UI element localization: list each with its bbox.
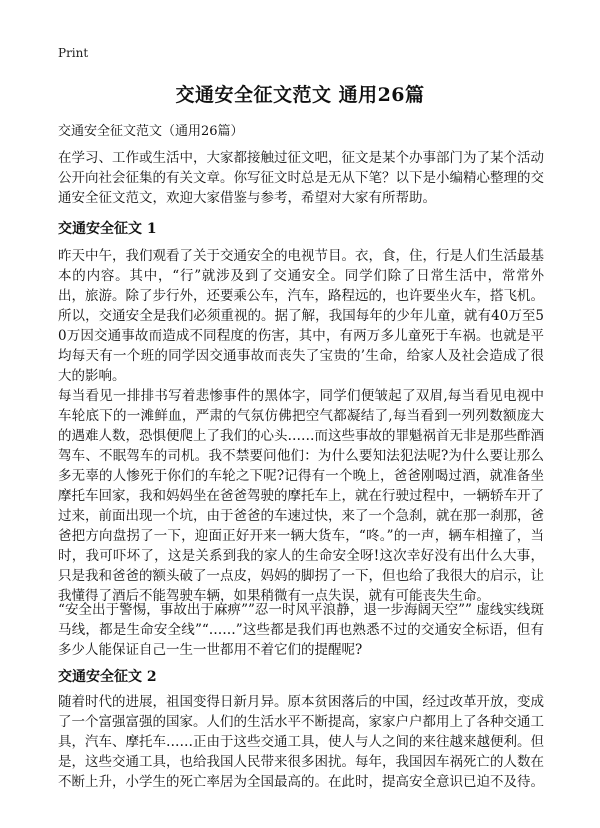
intro-paragraph: 在学习、工作或生活中，大家都接触过征文吧，征文是某个办事部门为了某个活动公开向社会征集的有关文章。你写征文时总是无从下笔？以下是小编精心整理的交通安全征文范文，欢迎大家借鉴与参考，希望对大家有所帮助。 <box>58 150 544 206</box>
document-subtitle: 交通安全征文范文（通用26篇） <box>58 124 244 139</box>
section-1-paragraph-1: 昨天中午，我们观看了关于交通安全的电视节目。衣，食，住，行是人们生活最基本的内容。其中，“行”就涉及到了交通安全。同学们除了日常生活中，常常外出，旅游。除了步行外，还要乘公车，汽车，路程远的，也许要坐火车，搭飞机。所以，交通安全是我们必须重视的。据了解，我国每年的少年儿童，就有40万至50万因交通事故而造成不同程度的伤害，其中，有两万多儿童死于车祸。也就是平均每天有一个班的同学因交通事故而丧失了宝贵的’生命，给家人及社会造成了很大的影响。 <box>58 248 544 384</box>
document-title: 交通安全征文范文 通用26篇 <box>175 84 425 106</box>
print-label[interactable]: Print <box>58 46 89 60</box>
section-1-paragraph-3: “安全出于警惕，事故出于麻痹””忍一时风平浪静，退一步海阔天空”” 虚线实线斑马线，都是生命安全线”“……”这些都是我们再也熟悉不过的交通安全标语，但有多少人能保证自己一生一世都用不着它们的提醒呢? <box>58 602 544 658</box>
section-2-paragraph-1: 随着时代的进展，祖国变得日新月异。原本贫困落后的中国，经过改革开放，变成了一个富强富强的国家。人们的生活水平不断提高，家家户户都用上了各种交通工具，汽车、摩托车……正由于这些交通工具，使人与人之间的来往越来越便利。但是，这些交通工具，也给我国人民带来很多困扰。每年，我国因车祸死亡的人数在不断上升，小学生的死亡率居为全国最高的。在此时，提高安全意识已迫不及待。 <box>58 694 544 790</box>
section-2-heading: 交通安全征文 2 <box>58 669 157 685</box>
section-1-heading: 交通安全征文 1 <box>58 221 157 237</box>
section-1-paragraph-2: 每当看见一排排书写着悲惨事件的黑体字，同学们便皱起了双眉,每当看见电视中车轮底下的一滩鲜血，严肃的气氛仿佛把空气都凝结了,每当看到一列列数额庞大的遇难人数，恐惧便爬上了我们的心头……而这些事故的罪魁祸首无非是那些酢酒驾车、不眠驾车的司机。我不禁要问他们：为什么要知法犯法呢?为什么要让那么多无辜的人惨死于你们的车轮之下呢?记得有一个晚上，爸爸刚喝过酒，就准备坐摩托车回家，我和妈妈坐在爸爸驾驶的摩托车上，就在行驶过程中，一辆轿车开了过来，前面出现一个坑，由于爸爸的车速过快，来了一个急刹，就在那一刹那，爸爸把方向盘拐了一下，迎面正好开来一辆大货车，“咚。”的一声，辆车相撞了，当时，我可吓坏了，这是关系到我的家人的生命安全呀!这次幸好没有出什么大事，只是我和爸爸的额头破了一点皮，妈妈的脚拐了一下，但也给了我很大的启示，让我懂得了酒后不能驾驶车辆，如果稍微有一点失误，就有可能丧失生命。 <box>58 388 544 604</box>
